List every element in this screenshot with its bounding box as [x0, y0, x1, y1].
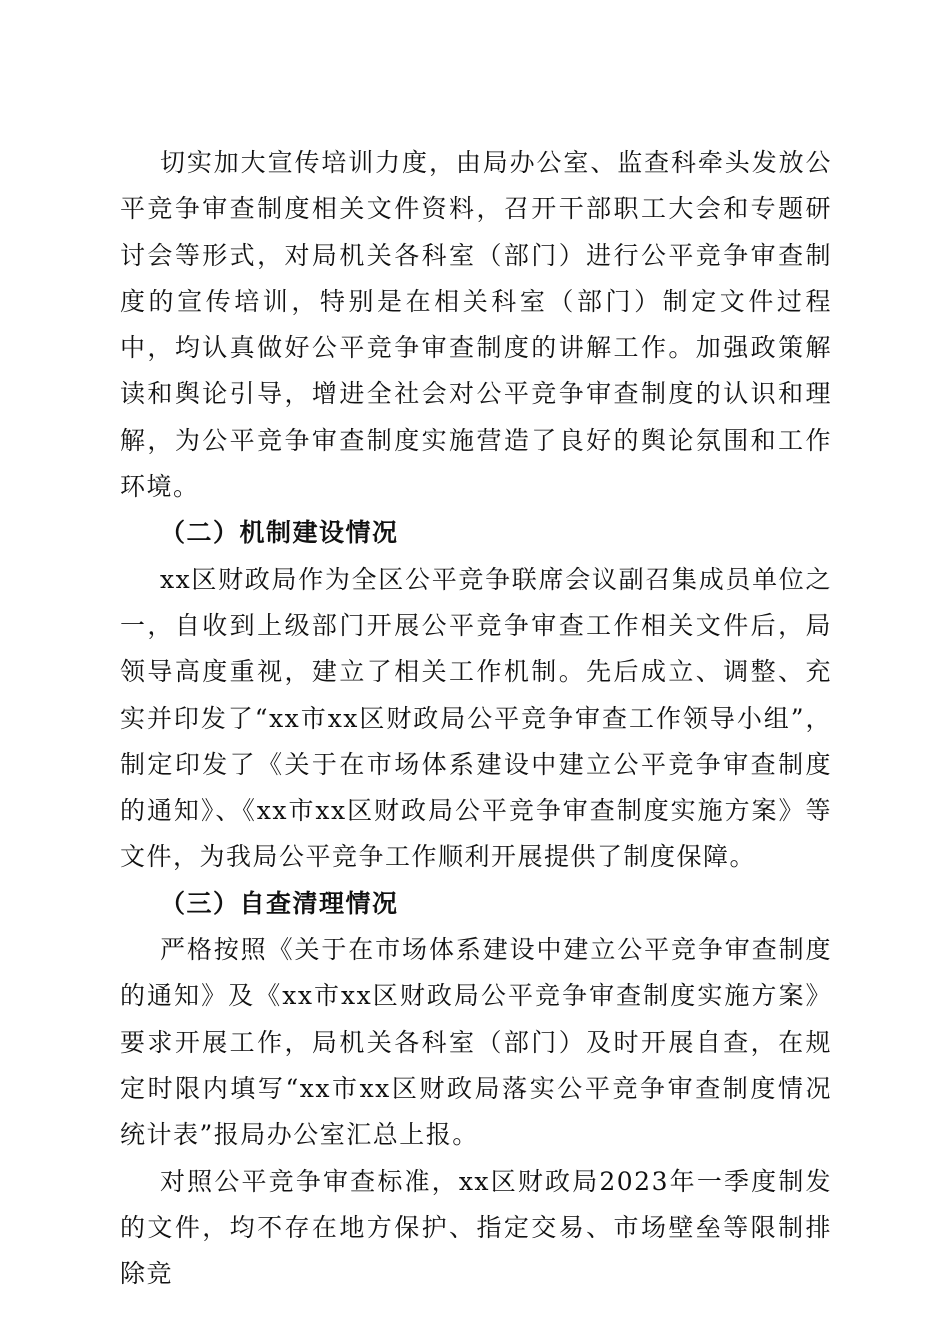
paragraph-review-standard: 对照公平竞争审查标准，xx区财政局2023年一季度制发的文件，均不存在地方保护、指定交易、市场壁垒等限制排除竞: [120, 1166, 832, 1289]
document-body: [120, 140, 832, 1297]
paragraph-publicity-training: 切实加大宣传培训力度，由局办公室、监查科牵头发放公平竞争审查制度相关文件资料，召开干部职工大会和专题研讨会等形式，对局机关各科室（部门）进行公平竞争审查制度的宣传培训，特别是在相关科室（部门）制定文件过程中，均认真做好公平竞争审查制度的讲解工作。加强政策解读和舆论引导，增进全社会对公平竞争审查制度的认识和理解，为公平竞争审查制度实施营造了良好的舆论氛围和工作环境。: [120, 148, 832, 502]
paragraph-mechanism: xx区财政局作为全区公平竞争联席会议副召集成员单位之一，自收到上级部门开展公平竞争审查工作相关文件后，局领导高度重视，建立了相关工作机制。先后成立、调整、充实并印发了“xx市xx区财政局公平竞争审查工作领导小组”，制定印发了《关于在市场体系建设中建立公平竞争审查制度的通知》、《xx市xx区财政局公平竞争审查制度实施方案》等文件，为我局公平竞争工作顺利开展提供了制度保障。: [120, 564, 832, 872]
paragraph-self-inspection: 严格按照《关于在市场体系建设中建立公平竞争审查制度的通知》及《xx市xx区财政局公平竞争审查制度实施方案》要求开展工作，局机关各科室（部门）及时开展自查，在规定时限内填写“xx市xx区财政局落实公平竞争审查制度情况统计表”报局办公室汇总上报。: [120, 935, 832, 1150]
section-heading-mechanism: （二）机制建设情况: [160, 518, 399, 548]
section-heading-self-inspection: （三）自查清理情况: [160, 888, 399, 918]
